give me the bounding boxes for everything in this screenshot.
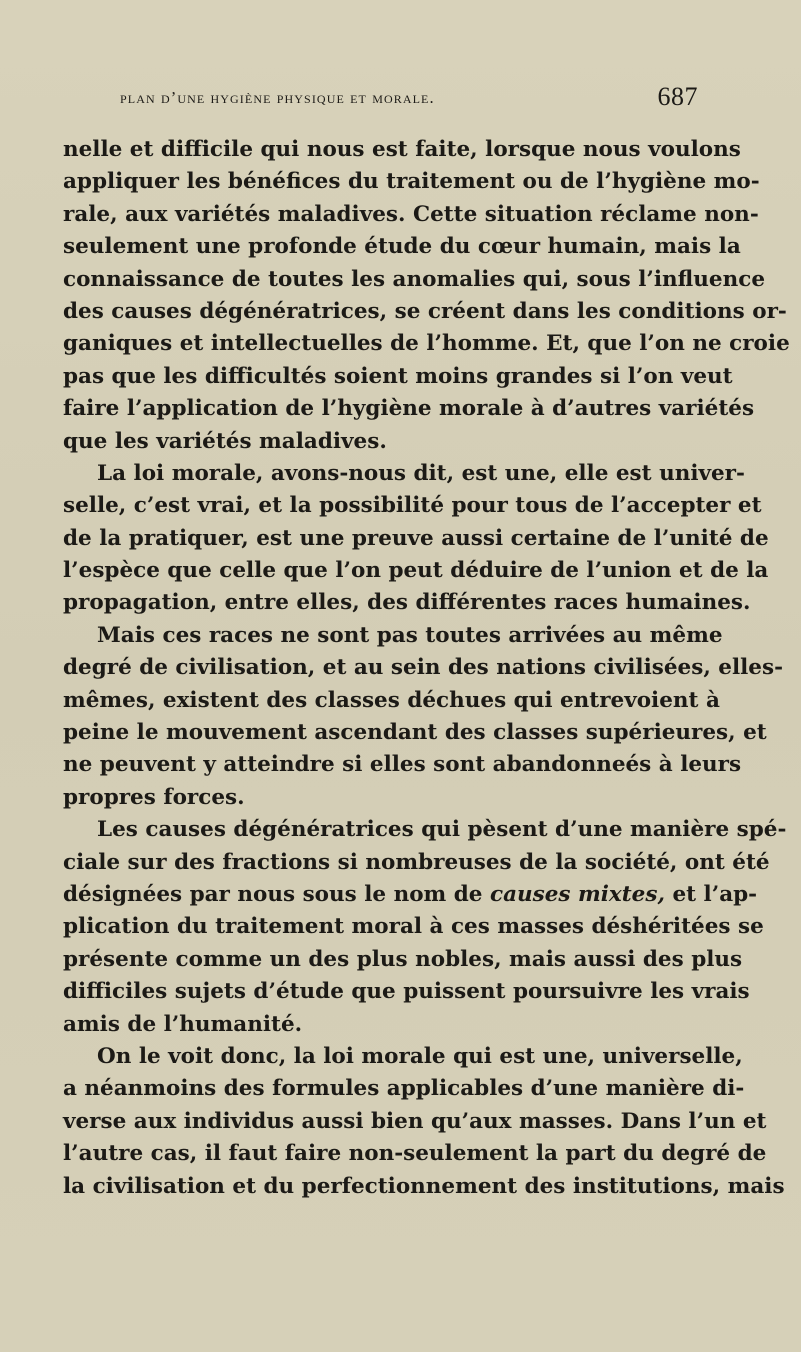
text-line: pas que les difficultés soient moins grandes si l’on veut: [63, 363, 733, 389]
text-line: amis de l’humanité.: [63, 1011, 303, 1037]
text-line: connaissance de toutes les anomalies qui, sous l’influence: [63, 266, 766, 292]
text-line: de la pratiquer, est une preuve aussi certaine de l’unité de: [63, 525, 769, 551]
page-number: 687: [657, 82, 698, 111]
text-line: [63, 879, 758, 911]
text-line: verse aux individus aussi bien qu’aux masses. Dans l’un et: [63, 1108, 767, 1134]
text-line: selle, c’est vrai, et la possibilité pour tous de l’accepter et: [63, 493, 762, 519]
text-line: appliquer les bénéfices du traitement ou de l’hygiène mo-: [63, 169, 760, 195]
text-line: ne peuvent y atteindre si elles sont abandonneés à leurs: [63, 752, 742, 778]
line-segment: et l’ap-: [672, 881, 758, 907]
text-line: Mais ces races ne sont pas toutes arrivées au même: [97, 622, 723, 648]
text-line: Les causes dégénératrices qui pèsent d’une manière spé-: [97, 817, 787, 843]
text-line: que les variétés maladives.: [63, 428, 387, 454]
text-line: plication du traitement moral à ces masses déshéritées se: [63, 914, 764, 940]
text-line: propagation, entre elles, des différentes races humaines.: [63, 590, 751, 616]
text-line: a néanmoins des formules applicables d’une manière di-: [63, 1076, 745, 1102]
text-line: mêmes, existent des classes déchues qui entrevoient à: [63, 687, 720, 713]
running-head: [112, 82, 698, 116]
text-line: des causes dégénératrices, se créent dans les conditions or-: [63, 298, 787, 324]
text-line: propres forces.: [63, 784, 245, 810]
text-line: ciale sur des fractions si nombreuses de la société, ont été: [63, 849, 770, 875]
italic-term: causes mixtes,: [489, 881, 665, 907]
text-line: seulement une profonde étude du cœur humain, mais la: [63, 234, 741, 260]
text-line: la civilisation et du perfectionnement des institutions, mais: [63, 1173, 785, 1199]
line-segment: désignées par nous sous le nom de: [63, 881, 483, 907]
body-text: [63, 134, 790, 1203]
text-line: présente comme un des plus nobles, mais aussi des plus: [63, 946, 743, 972]
text-line: On le voit donc, la loi morale qui est une, universelle,: [97, 1043, 743, 1069]
text-line: degré de civilisation, et au sein des nations civilisées, elles-: [63, 655, 784, 681]
text-line: rale, aux variétés maladives. Cette situation réclame non-: [63, 201, 759, 227]
text-line: l’autre cas, il faut faire non-seulement la part du degré de: [63, 1141, 767, 1167]
running-title: plan d’une hygiène physique et morale.: [120, 88, 435, 107]
text-line: La loi morale, avons-nous dit, est une, elle est univer-: [97, 460, 745, 486]
text-line: peine le mouvement ascendant des classes supérieures, et: [63, 720, 767, 746]
text-line: nelle et difficile qui nous est faite, lorsque nous voulons: [63, 137, 741, 162]
text-line: faire l’application de l’hygiène morale à d’autres variétés: [63, 396, 755, 422]
text-line: l’espèce que celle que l’on peut déduire de l’union et de la: [63, 558, 769, 584]
text-line: difficiles sujets d’étude que puissent poursuivre les vrais: [63, 979, 750, 1005]
text-line: ganiques et intellectuelles de l’homme. Et, que l’on ne croie: [63, 331, 790, 357]
